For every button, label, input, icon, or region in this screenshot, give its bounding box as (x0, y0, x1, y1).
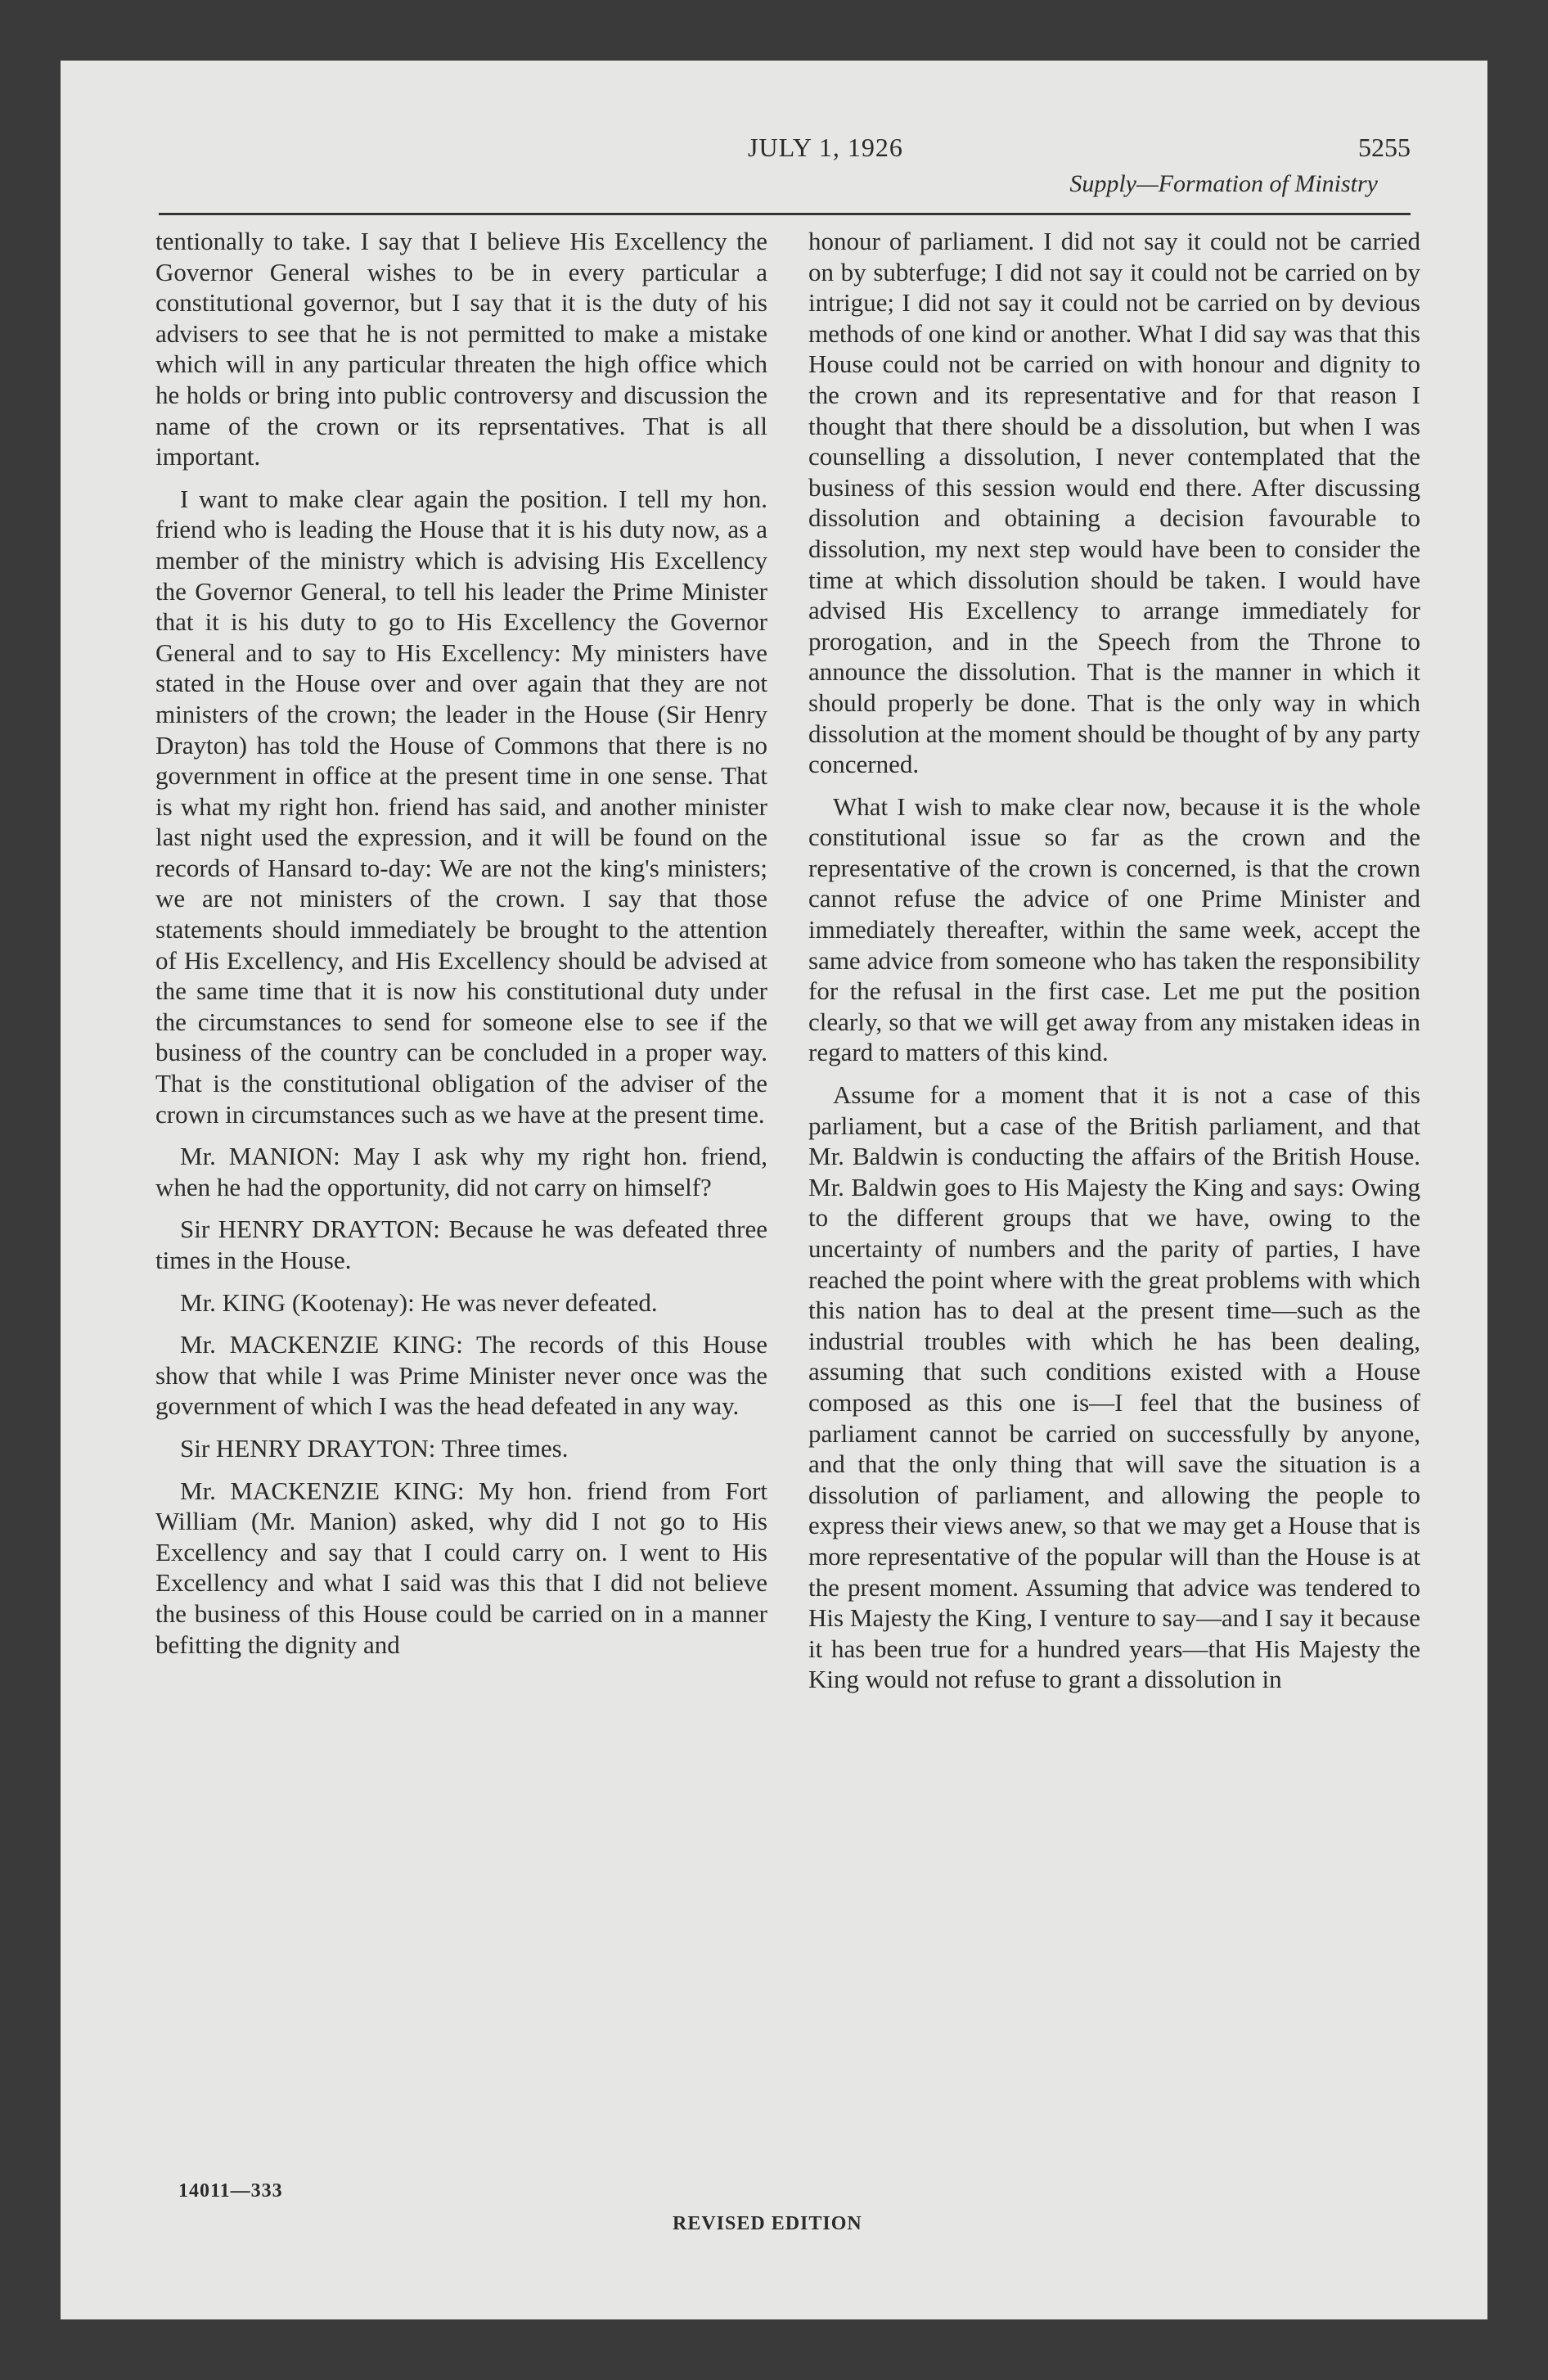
speech-drayton: Sir HENRY DRAYTON: Three times. (180, 1433, 569, 1463)
header-date: JULY 1, 1926 (748, 133, 903, 162)
speech-manion: Mr. MANION: May I ask why my right hon. friend, when he had the opportunity, did not carry on himself? (155, 1142, 767, 1201)
paragraph: What I wish to make clear now, because it is the whole constitutional issue so far as the crown and the representative of the crown is concerned, is that the crown cannot refuse the advice of one Prime Minister and immediately thereafter, within the same week, accept the same advice from someone who has taken the responsibility for the refusal in the first case. Let me put the position clearly, so that we will get away from any mistaken ideas in regard to matters of this kind. (808, 791, 1420, 1067)
speech-mackenzie-king: Mr. MACKENZIE KING: The records of this House show that while I was Prime Minister never once was the government of which I was the head defeated in any way. (155, 1330, 767, 1421)
speech-king-kootenay: Mr. KING (Kootenay): He was never defeated. (180, 1287, 658, 1317)
right-column (808, 226, 1420, 1706)
footer-code: 14011—333 (178, 2180, 283, 2202)
header-subtitle: Supply—Formation of Ministry (1069, 170, 1378, 197)
page-number: 5255 (1358, 133, 1411, 162)
paragraph: Assume for a moment that it is not a case of this parliament, but a case of the British parliament, and that Mr. Baldwin is conducting the affairs of the British House. Mr. Baldwin goes to His Majesty the King and says: Owing to the different groups that we have, owing to the uncertainty of numbers and the parity of parties, I have reached the point where with the great problems with which this nation has to deal at the present time—such as the industrial troubles with which he has been dealing, assuming that such conditions existed with a House composed as this one is—I feel that the business of parliament cannot be carried on successfully by anyone, and that the only thing that will save the situation is a dissolution of parliament, and allowing the people to express their views anew, so that we may get a House that is more representative of the popular will than the House is at the present moment. Assuming that advice was tendered to His Majesty the King, I venture to say—and I say it because it has been true for a hundred years—that His Majesty the King would not refuse to grant a dissolution in (808, 1080, 1420, 1694)
hansard-page (61, 61, 1487, 2319)
paragraph: I want to make clear again the position. I tell my hon. friend who is leading the House that it is his duty now, as a member of the ministry which is advising His Excellency the Governor General, to tell his leader the Prime Minister that it is his duty to go to His Excellency the Governor General and to say to His Excellency: My ministers have stated in the House over and over again that they are not ministers of the crown; the leader in the House (Sir Henry Drayton) has told the House of Commons that there is no government in office at the present time in one sense. That is what my right hon. friend has said, and another minister last night used the expression, and it will be found on the records of Hansard to-day: We are not the king's ministers; we are not ministers of the crown. I say that those statements should immediately be brought to the attention of His Excellency, and His Excellency should be advised at the same time that it is now his constitutional duty under the circumstances to send for someone else to see if the business of the country can be concluded in a proper way. That is the constitutional obligation of the adviser of the crown in circumstances such as we have at the present time. (155, 484, 767, 1129)
speech-mackenzie-king: Mr. MACKENZIE KING: My hon. friend from Fort William (Mr. Manion) asked, why did I not go to His Excellency and say that I could carry on. I went to His Excellency and what I said was this that I did not believe the business of this House could be carried on in a manner befitting the dignity and (155, 1476, 767, 1659)
speech-drayton: Sir HENRY DRAYTON: Because he was defeated three times in the House. (155, 1215, 767, 1274)
header-rule (159, 213, 1411, 215)
left-column (155, 226, 767, 1671)
footer-edition: REVISED EDITION (673, 2213, 862, 2234)
paragraph: honour of parliament. I did not say it could not be carried on by subterfuge; I did not say it could not be carried on by intrigue; I did not say it could not be carried on by devious methods of one kind or another. What I did say was that this House could not be carried on with honour and dignity to the crown and its representative and for that reason I thought that there should be a dissolution, but when I was counselling a dissolution, I never contemplated that the business of this session would end there. After discussing dissolution and obtaining a decision favourable to dissolution, my next step would have been to consider the time at which dissolution should be taken. I would have advised His Excellency to arrange immediately for prorogation, and in the Speech from the Throne to announce the dissolution. That is the manner in which it should properly be done. That is the only way in which dissolution at the moment should be thought of by any party concerned. (808, 227, 1420, 779)
paragraph: tentionally to take. I say that I believe His Excellency the Governor General wishes to be in every particular a constitutional governor, but I say that it is the duty of his advisers to see that he is not permitted to make a mistake which will in any particular threaten the high office which he holds or bring into public controversy and discussion the name of the crown or its reprsentatives. That is all important. (155, 227, 767, 471)
